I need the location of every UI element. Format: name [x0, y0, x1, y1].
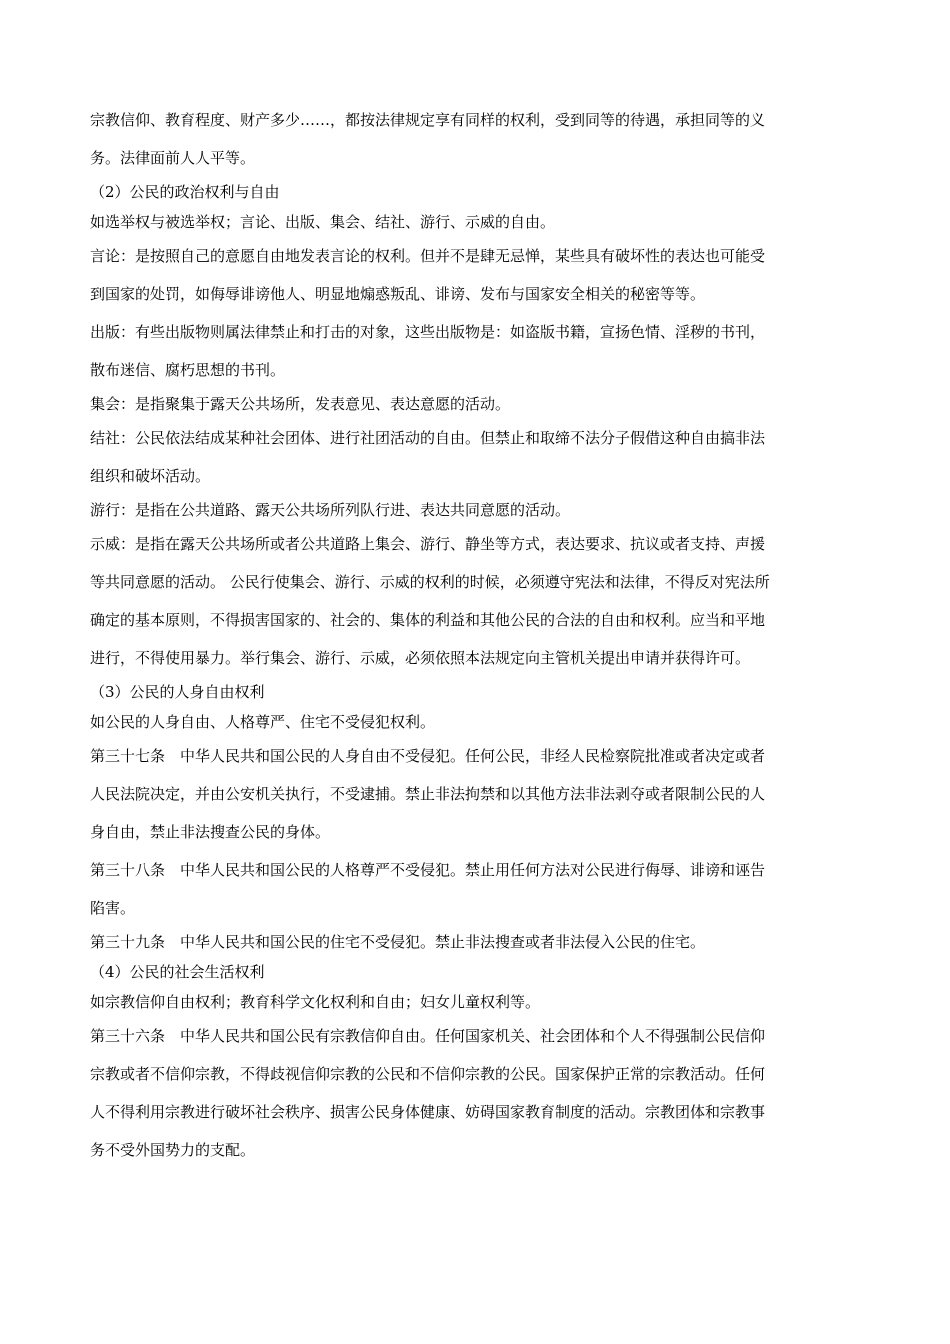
paragraph-procession: 游行：是指在公共道路、露天公共场所列队行进、表达共同意愿的活动。	[90, 501, 571, 519]
document-page	[90, 101, 860, 1169]
text-line: 言论：是按照自己的意愿自由地发表言论的权利。但并不是肆无忌惮，某些具有破坏性的表达也可能受	[90, 247, 766, 265]
paragraph-demonstration	[90, 525, 860, 677]
text-line: 第三十六条 中华人民共和国公民有宗教信仰自由。任何国家机关、社会团体和个人不得强制公民信仰	[90, 1027, 766, 1045]
text-line: 人不得利用宗教进行破坏社会秩序、损害公民身体健康、妨碍国家教育制度的活动。宗教团体和宗教事	[90, 1103, 766, 1121]
paragraph-personal-examples: 如公民的人身自由、人格尊严、住宅不受侵犯权利。	[90, 713, 436, 731]
text-line: 出版：有些出版物则属法律禁止和打击的对象，这些出版物是：如盗版书籍，宣扬色情、淫秽的书刊，	[90, 323, 766, 341]
text-line: 务。法律面前人人平等。	[90, 149, 256, 167]
text-line: 结社：公民依法结成某种社会团体、进行社团活动的自由。但禁止和取缔不法分子假借这种自由搞非法	[90, 429, 766, 447]
text-line: 进行，不得使用暴力。举行集会、游行、示威，必须依照本法规定向主管机关提出申请并获得许可。	[90, 649, 751, 667]
paragraph-article-37	[90, 737, 860, 851]
paragraph-article-39: 第三十九条 中华人民共和国公民的住宅不受侵犯。禁止非法搜查或者非法侵入公民的住宅。	[90, 933, 706, 951]
text-line: 宗教信仰、教育程度、财产多少……，都按法律规定享有同样的权利，受到同等的待遇，承担同等的义	[90, 111, 766, 129]
text-line: 到国家的处罚，如侮辱诽谤他人、明显地煽惑叛乱、诽谤、发布与国家安全相关的秘密等等。	[90, 285, 706, 303]
text-line: 第三十八条 中华人民共和国公民的人格尊严不受侵犯。禁止用任何方法对公民进行侮辱、诽谤和诬告	[90, 861, 766, 879]
paragraph-speech	[90, 237, 860, 313]
section-heading-personal-freedom: （3）公民的人身自由权利	[90, 683, 265, 701]
text-line: 人民法院决定，并由公安机关执行，不受逮捕。禁止非法拘禁和以其他方法非法剥夺或者限制公民的人	[90, 785, 766, 803]
paragraph-article-36	[90, 1017, 860, 1169]
text-line: 宗教或者不信仰宗教，不得歧视信仰宗教的公民和不信仰宗教的公民。国家保护正常的宗教活动。任何	[90, 1065, 766, 1083]
text-line: 示威：是指在露天公共场所或者公共道路上集会、游行、静坐等方式，表达要求、抗议或者支持、声援	[90, 535, 766, 553]
text-line: 确定的基本原则，不得损害国家的、社会的、集体的利益和其他公民的合法的自由和权利。应当和平地	[90, 611, 766, 629]
paragraph-assembly: 集会：是指聚集于露天公共场所，发表意见、表达意愿的活动。	[90, 395, 511, 413]
paragraph-social-examples: 如宗教信仰自由权利；教育科学文化权利和自由；妇女儿童权利等。	[90, 993, 541, 1011]
text-line: 组织和破坏活动。	[90, 467, 211, 485]
section-heading-social-rights: （4）公民的社会生活权利	[90, 963, 265, 981]
paragraph-publication	[90, 313, 860, 389]
text-line: 身自由，禁止非法搜查公民的身体。	[90, 823, 331, 841]
paragraph-political-examples: 如选举权与被选举权；言论、出版、集会、结社、游行、示威的自由。	[90, 213, 556, 231]
paragraph-equality	[90, 101, 860, 177]
paragraph-association	[90, 419, 860, 495]
text-line: 散布迷信、腐朽思想的书刊。	[90, 361, 286, 379]
text-line: 等共同意愿的活动。 公民行使集会、游行、示威的权利的时候，必须遵守宪法和法律，不得反对宪法所	[90, 573, 770, 591]
section-heading-political-rights: （2）公民的政治权利与自由	[90, 183, 280, 201]
text-line: 陷害。	[90, 899, 136, 917]
paragraph-article-38	[90, 851, 860, 927]
text-line: 务不受外国势力的支配。	[90, 1141, 256, 1159]
text-line: 第三十七条 中华人民共和国公民的人身自由不受侵犯。任何公民，非经人民检察院批准或者决定或者	[90, 747, 766, 765]
